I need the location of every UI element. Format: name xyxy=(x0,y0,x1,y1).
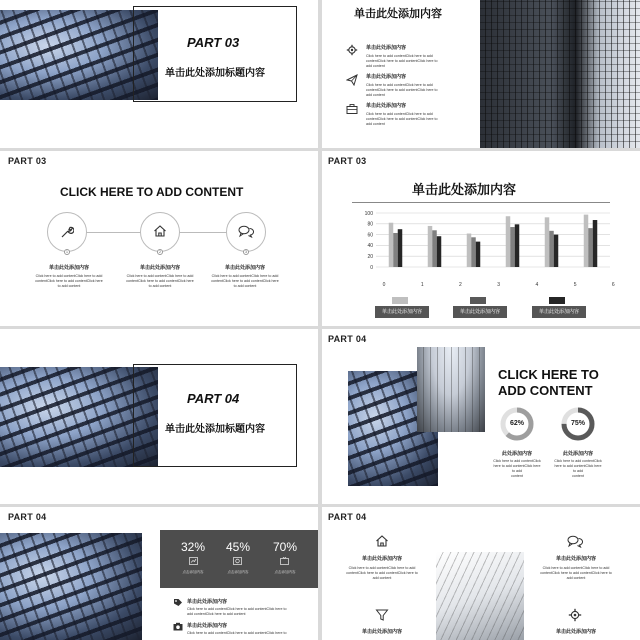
step-line: Click here to add contentClick here to add xyxy=(126,274,194,278)
ring-value: 62% xyxy=(509,420,524,427)
x-tick-label: 5 xyxy=(573,282,577,288)
gear-icon xyxy=(346,44,358,56)
stat-caption: 点击添加内容 xyxy=(274,570,296,574)
stat-caption: 点击添加内容 xyxy=(182,570,204,574)
legend-swatch xyxy=(392,297,408,304)
item-heading: 单击此处添加内容 xyxy=(187,599,228,605)
x-tick-label: 0 xyxy=(382,282,386,288)
chart-icon xyxy=(189,557,198,565)
y-tick-label: 60 xyxy=(367,232,373,239)
ring-line: here to add contentClick here to add xyxy=(554,464,602,473)
bar xyxy=(471,237,476,267)
step-line: to add content xyxy=(57,284,81,288)
step-heading: 单击此处添加内容 xyxy=(48,265,89,271)
cell-heading: 单击此处添加内容 xyxy=(555,556,596,562)
bar xyxy=(515,224,520,267)
slide-part04-cover[interactable] xyxy=(0,329,318,504)
x-tick-label: 3 xyxy=(497,282,501,288)
step-text xyxy=(34,264,104,289)
chat-bubble-icon xyxy=(238,225,254,238)
grid-cell-text xyxy=(336,628,428,635)
stat-caption: 点击添加内容 xyxy=(227,570,249,574)
slide-title-line: CLICK HERE TO xyxy=(498,367,599,382)
slide-title: CLICK HERE TO ADD CONTENT xyxy=(60,185,244,199)
part-tag: PART 03 xyxy=(8,156,47,166)
step-line: contentClick here to add contentClick here xyxy=(35,279,103,283)
house-icon xyxy=(375,534,389,548)
skyscraper-photo xyxy=(436,552,524,640)
stat-value: 32% xyxy=(180,540,206,554)
bar xyxy=(393,233,398,267)
y-tick-label: 40 xyxy=(367,243,373,250)
step-number: 3 xyxy=(243,249,249,255)
list-item xyxy=(366,102,466,127)
bar xyxy=(554,235,559,267)
slide-process-steps[interactable] xyxy=(0,151,318,326)
cell-line: Click here to add contentClick here to add xyxy=(542,566,610,570)
list-item xyxy=(187,622,315,636)
slide-stats[interactable] xyxy=(0,507,318,640)
stat-value: 45% xyxy=(225,540,251,554)
item-heading: 单击此处添加内容 xyxy=(366,103,407,109)
wrench-icon xyxy=(60,225,74,239)
part-title: PART 04 xyxy=(187,391,240,406)
bar xyxy=(428,226,433,267)
bar xyxy=(584,215,589,267)
x-tick-label: 4 xyxy=(535,282,539,288)
part-tag: PART 04 xyxy=(328,334,367,344)
legend-swatch xyxy=(470,297,486,304)
slide-bar-chart[interactable] xyxy=(322,151,640,326)
bar xyxy=(588,228,593,267)
part-tag: PART 04 xyxy=(8,512,47,522)
bar xyxy=(432,230,437,267)
item-line: Click here to add contentClick here to add xyxy=(366,54,433,58)
item-line: Click here to add contentClick here to add contentClick here to xyxy=(187,607,287,611)
cell-line: add content xyxy=(566,576,586,580)
step-line: to add content xyxy=(148,284,172,288)
list-item xyxy=(366,44,466,69)
bar xyxy=(549,231,554,267)
y-tick-label: 100 xyxy=(364,210,373,217)
y-tick-label: 20 xyxy=(367,254,373,260)
grid-cell-text xyxy=(336,555,428,581)
title-frame xyxy=(133,364,297,467)
slide-title-line: ADD CONTENT xyxy=(498,383,593,398)
bar xyxy=(389,223,394,267)
gear-icon xyxy=(568,608,582,622)
tag-icon xyxy=(173,598,183,607)
bar xyxy=(510,227,515,267)
title-frame xyxy=(133,6,297,102)
bar xyxy=(545,217,550,267)
part-tag: PART 04 xyxy=(328,512,367,522)
item-line: contentClick here to add contentClick here to xyxy=(366,59,438,63)
ring-caption xyxy=(553,450,603,479)
y-tick-label: 0 xyxy=(370,264,373,271)
step-line: Click here to add contentClick here to add xyxy=(211,274,279,278)
step-line: to add content xyxy=(233,284,257,288)
tower-photo xyxy=(480,0,640,148)
camera-icon xyxy=(173,622,183,631)
item-line: Click here to add contentClick here to add contentClick here to xyxy=(187,631,287,635)
cell-line: contentClick here to add contentClick here to xyxy=(540,571,612,575)
bar xyxy=(506,216,511,267)
cell-heading: 单击此处添加内容 xyxy=(555,629,596,635)
list-item xyxy=(187,598,315,617)
item-line: add content xyxy=(366,64,385,68)
title-rule xyxy=(352,202,610,203)
cell-line: add content xyxy=(372,576,392,580)
legend-label: 单击此处添加内容 xyxy=(453,306,507,318)
house-icon xyxy=(153,224,167,238)
step-text xyxy=(125,264,195,289)
bar xyxy=(437,236,442,267)
section-subtitle: 单击此处添加标题内容 xyxy=(165,424,265,435)
ring-line: Click here to add contentClick xyxy=(493,459,541,463)
item-line: add content xyxy=(366,122,385,126)
funnel-icon xyxy=(375,608,389,622)
briefcase-icon xyxy=(346,103,358,115)
legend-swatch xyxy=(549,297,565,304)
photo-icon xyxy=(233,557,242,565)
x-tick-label: 1 xyxy=(420,282,424,288)
section-subtitle: 单击此处添加标题内容 xyxy=(165,68,265,79)
item-heading: 单击此处添加内容 xyxy=(366,74,407,80)
item-heading: 单击此处添加内容 xyxy=(187,623,228,629)
step-line: contentClick here to add contentClick here xyxy=(126,279,194,283)
ring-line: content xyxy=(511,474,523,478)
part-tag: PART 03 xyxy=(328,156,367,166)
x-tick-label: 2 xyxy=(459,282,462,288)
legend-label: 单击此处添加内容 xyxy=(532,306,586,318)
item-line: Click here to add contentClick here to add xyxy=(366,112,433,116)
slide-title: 单击此处添加内容 xyxy=(412,182,517,197)
step-text xyxy=(210,264,280,289)
x-tick-label: 6 xyxy=(611,282,615,288)
bar xyxy=(467,234,472,267)
item-line: contentClick here to add contentClick here to xyxy=(366,117,438,121)
legend-label: 单击此处添加内容 xyxy=(375,306,429,318)
stat-value: 70% xyxy=(272,540,298,554)
ring-value: 75% xyxy=(570,420,585,427)
paper-plane-icon xyxy=(346,74,358,86)
slide-part03-cover[interactable] xyxy=(0,0,318,148)
item-line: add content xyxy=(366,93,385,97)
tv-icon xyxy=(280,557,289,565)
step-heading: 单击此处添加内容 xyxy=(139,265,180,271)
slide-icon-grid[interactable] xyxy=(322,507,640,640)
chat-bubble-icon xyxy=(567,535,583,548)
slide-percent-rings[interactable] xyxy=(322,329,640,504)
bar xyxy=(593,220,598,267)
step-heading: 单击此处添加内容 xyxy=(224,265,265,271)
cell-heading: 单击此处添加内容 xyxy=(361,629,402,635)
ring-line: here to add contentClick here to add xyxy=(493,464,541,473)
cell-line: Click here to add contentClick here to add xyxy=(348,566,416,570)
cell-line: contentClick here to add contentClick here to xyxy=(346,571,418,575)
part-title: PART 03 xyxy=(187,35,240,50)
grid-cell-text xyxy=(530,555,622,581)
step-line: Click here to add contentClick here to add xyxy=(35,274,103,278)
ring-heading: 此处添加内容 xyxy=(501,451,532,457)
y-tick-label: 80 xyxy=(367,221,373,228)
ring-line: content xyxy=(572,474,584,478)
ring-line: Click here to add contentClick xyxy=(554,459,602,463)
item-line: Click here to add contentClick here to add xyxy=(366,83,433,87)
slide-title: 单击此处添加内容 xyxy=(354,8,442,20)
item-heading: 单击此处添加内容 xyxy=(366,45,407,51)
bar xyxy=(398,229,403,267)
slide-content-list[interactable] xyxy=(322,0,640,148)
bar xyxy=(476,242,481,267)
grid-cell-text xyxy=(530,628,622,635)
step-number: 2 xyxy=(157,249,163,255)
cell-heading: 单击此处添加内容 xyxy=(361,556,402,562)
architecture-photo xyxy=(0,533,142,640)
step-number: 1 xyxy=(64,249,70,255)
ring-heading: 此处添加内容 xyxy=(562,451,593,457)
step-line: contentClick here to add contentClick here xyxy=(211,279,279,283)
bar-chart xyxy=(362,209,622,289)
curved-building-photo xyxy=(417,347,485,432)
item-line: add contentClick here to add content xyxy=(187,612,246,616)
ring-caption xyxy=(492,450,542,479)
item-line: contentClick here to add contentClick here to xyxy=(366,88,438,92)
list-item xyxy=(366,73,466,98)
